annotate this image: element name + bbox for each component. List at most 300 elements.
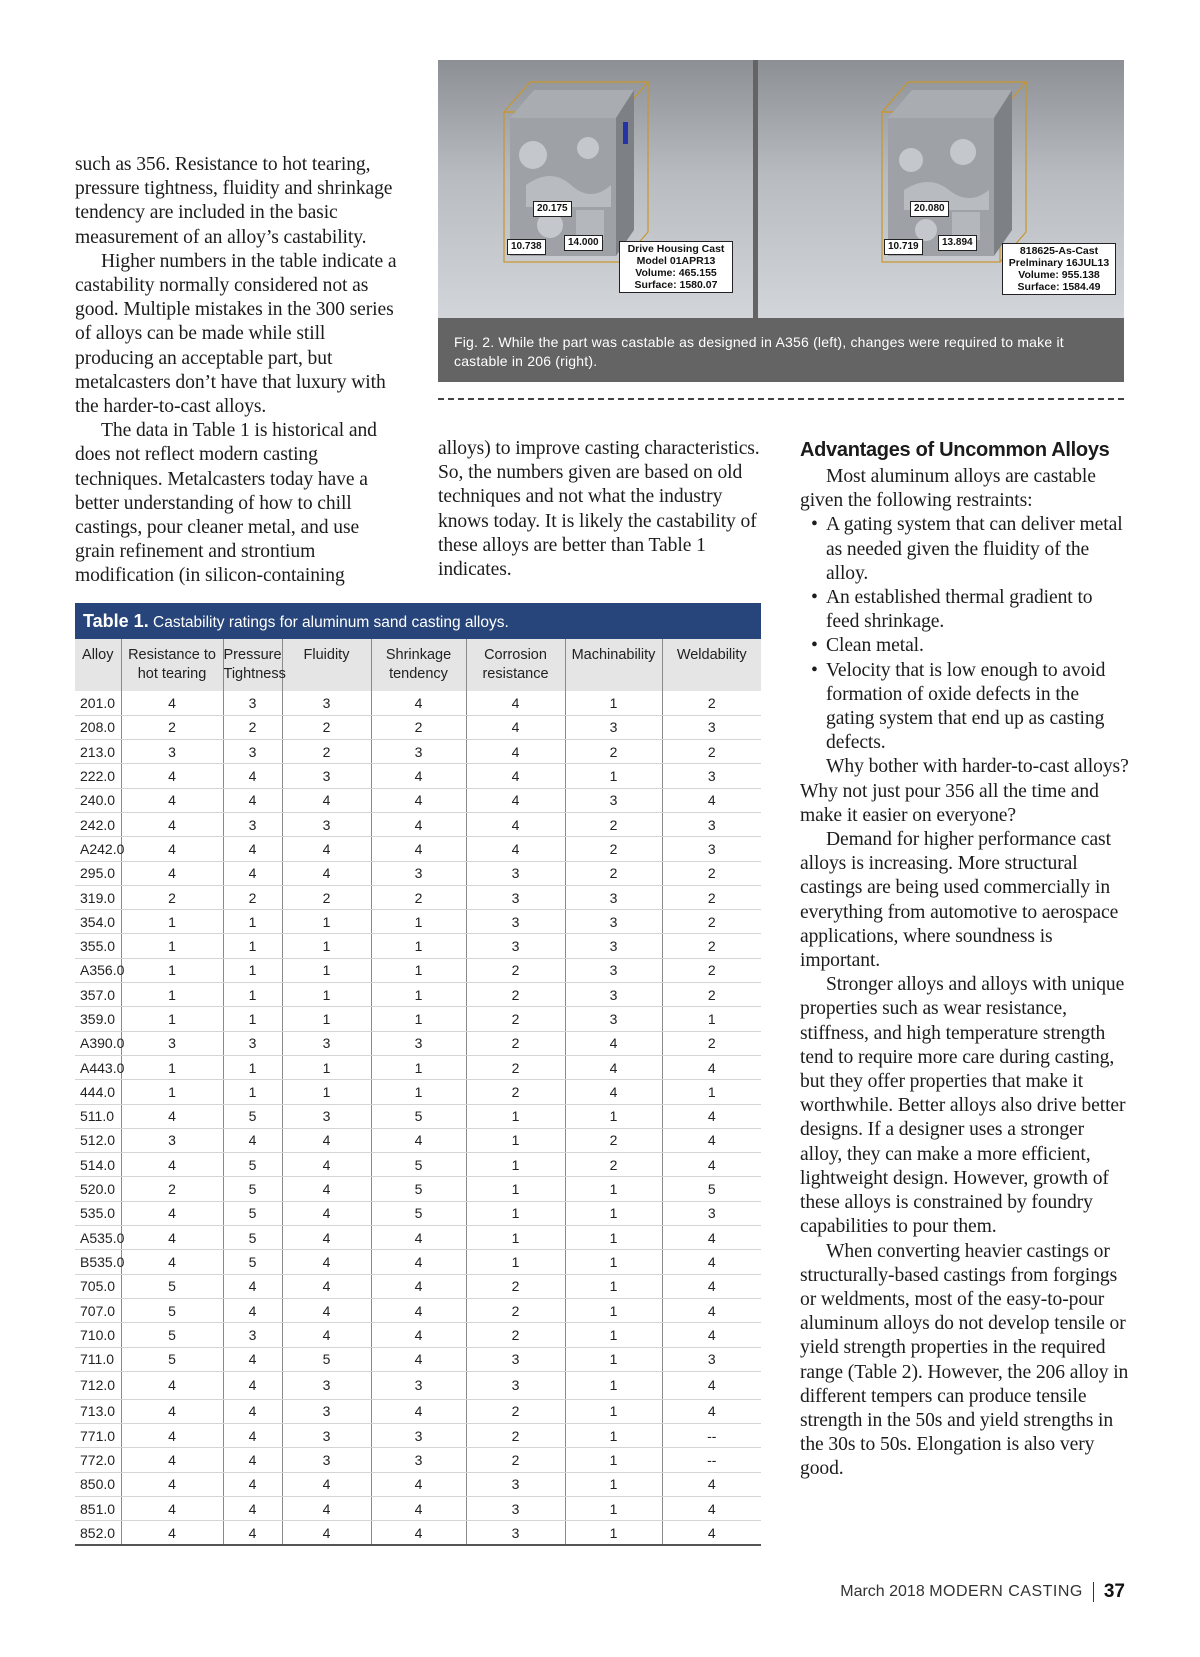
rating-cell: 4 <box>466 788 565 812</box>
rating-cell: 1 <box>466 1177 565 1201</box>
rating-cell: 4 <box>121 1104 223 1128</box>
rating-cell: 2 <box>466 1424 565 1448</box>
rating-cell: 3 <box>121 1128 223 1152</box>
rating-cell: 3 <box>565 885 662 909</box>
alloy-cell: A356.0 <box>75 958 121 982</box>
rating-cell: 4 <box>223 1298 282 1322</box>
column-3 <box>800 437 1130 1482</box>
rating-cell: 4 <box>223 1424 282 1448</box>
model-info-line: Surface: 1584.49 <box>1017 281 1101 293</box>
rating-cell: 2 <box>662 885 761 909</box>
rating-cell: 3 <box>662 1347 761 1371</box>
alloy-cell: 444.0 <box>75 1080 121 1104</box>
dashed-divider <box>438 398 1124 400</box>
rating-cell: 3 <box>466 885 565 909</box>
rating-cell: 2 <box>565 812 662 836</box>
model-info-line: Volume: 465.155 <box>635 267 717 279</box>
alloy-cell: 851.0 <box>75 1497 121 1521</box>
alloy-cell: 511.0 <box>75 1104 121 1128</box>
rating-cell: 4 <box>466 715 565 739</box>
column-header <box>662 639 761 691</box>
rating-cell: 2 <box>466 1298 565 1322</box>
column-header <box>223 639 286 691</box>
rating-cell: 4 <box>282 1323 371 1347</box>
rating-cell: 3 <box>371 1031 466 1055</box>
rating-cell: 4 <box>565 1055 662 1079</box>
rating-cell: 1 <box>223 1080 282 1104</box>
rating-cell: 4 <box>662 1055 761 1079</box>
table-row <box>75 812 761 836</box>
rating-cell: 5 <box>121 1298 223 1322</box>
rating-cell: 1 <box>282 1055 371 1079</box>
rating-cell: 4 <box>223 1521 282 1545</box>
header-line: resistance <box>482 666 549 682</box>
rating-cell: 4 <box>282 1274 371 1298</box>
rating-cell: 1 <box>565 1274 662 1298</box>
rating-cell: 3 <box>223 812 282 836</box>
rating-cell: 5 <box>371 1177 466 1201</box>
table-row <box>75 740 761 764</box>
rating-cell: 5 <box>223 1153 282 1177</box>
header-line: Machinability <box>571 647 656 663</box>
rating-cell: 4 <box>121 1521 223 1545</box>
rating-cell: 4 <box>223 1371 282 1399</box>
table-title <box>75 603 761 639</box>
rating-cell: 3 <box>371 740 466 764</box>
rating-cell: 3 <box>466 1497 565 1521</box>
rating-cell: 4 <box>466 764 565 788</box>
list-item-text: Clean metal. <box>826 635 924 657</box>
table-title-text: Castability ratings for aluminum sand casting alloys. <box>148 614 509 631</box>
rating-cell: 1 <box>565 1448 662 1472</box>
rating-cell: 5 <box>223 1104 282 1128</box>
rating-cell: 4 <box>371 1128 466 1152</box>
dimension-label: 14.000 <box>564 235 603 251</box>
rating-cell: 1 <box>565 1298 662 1322</box>
rating-cell: 2 <box>466 1031 565 1055</box>
rating-cell: 2 <box>565 1128 662 1152</box>
rating-cell: 4 <box>121 1497 223 1521</box>
rating-cell: 5 <box>371 1201 466 1225</box>
rating-cell: 3 <box>466 910 565 934</box>
header-line: Pressure <box>223 647 282 663</box>
rating-cell: 4 <box>223 1497 282 1521</box>
paragraph: Most aluminum alloys are castable given the following restraints: <box>800 466 1096 512</box>
rating-cell: 4 <box>466 812 565 836</box>
rating-cell: 4 <box>223 1347 282 1371</box>
rating-cell: 3 <box>282 1031 371 1055</box>
rating-cell: 3 <box>282 1104 371 1128</box>
rating-cell: 4 <box>371 1323 466 1347</box>
alloy-cell: B535.0 <box>75 1250 121 1274</box>
rating-cell: 3 <box>282 1371 371 1399</box>
rating-cell: 2 <box>662 740 761 764</box>
table-row <box>75 1424 761 1448</box>
magazine-name: MODERN CASTING <box>929 1583 1083 1600</box>
rating-cell: 1 <box>565 691 662 715</box>
rating-cell: 3 <box>662 715 761 739</box>
rating-cell: 3 <box>282 1399 371 1423</box>
table-row <box>75 764 761 788</box>
rating-cell: 4 <box>662 1104 761 1128</box>
rating-cell: 2 <box>466 1448 565 1472</box>
rating-cell: 3 <box>466 1371 565 1399</box>
rating-cell: 1 <box>121 910 223 934</box>
model-info-box <box>1002 243 1116 295</box>
rating-cell: 2 <box>466 958 565 982</box>
rating-cell: 1 <box>371 1080 466 1104</box>
rating-cell: 1 <box>371 983 466 1007</box>
rating-cell: 1 <box>565 1497 662 1521</box>
rating-cell: 4 <box>371 788 466 812</box>
paragraph: The data in Table 1 is historical and does not reflect modern casting techniques. Metalcasters today have a better understanding of how to chill castings, pour cleaner metal, and use grain refinement and strontium modification (in silicon-containing <box>75 420 377 587</box>
column-header <box>75 639 121 691</box>
column-header <box>282 639 371 691</box>
figure-2 <box>438 60 1124 382</box>
table-row <box>75 1007 761 1031</box>
rating-cell: 2 <box>662 910 761 934</box>
rating-cell: 4 <box>282 861 371 885</box>
model-info-line: Prelminary 16JUL13 <box>1008 257 1110 269</box>
rating-cell: 2 <box>121 885 223 909</box>
castability-table <box>75 639 761 1546</box>
rating-cell: 3 <box>662 1201 761 1225</box>
rating-cell: 3 <box>466 1472 565 1496</box>
rating-cell: 1 <box>565 1201 662 1225</box>
paragraph: Higher numbers in the table indicate a castability normally considered not as good. Multiple mistakes in the 300 series of alloys can be made while still producing an acceptable part, but metalcasters don’t have that luxury with the harder-to-cast alloys. <box>75 250 397 418</box>
rating-cell: 3 <box>565 983 662 1007</box>
rating-cell: 4 <box>223 1274 282 1298</box>
column-header <box>565 639 662 691</box>
table-row <box>75 1128 761 1152</box>
table-row <box>75 1472 761 1496</box>
alloy-cell: 242.0 <box>75 812 121 836</box>
rating-cell: 4 <box>662 1128 761 1152</box>
list-item-text: An established thermal gradient to feed shrinkage. <box>826 587 1093 633</box>
header-line: Weldability <box>676 647 747 663</box>
rating-cell: 2 <box>466 1080 565 1104</box>
rating-cell: 1 <box>565 1177 662 1201</box>
model-info-line: Surface: 1580.07 <box>634 279 718 291</box>
header-line: Shrinkage <box>385 647 452 663</box>
rating-cell: 2 <box>565 740 662 764</box>
rating-cell: 3 <box>121 740 223 764</box>
rating-cell: 2 <box>223 715 282 739</box>
rating-cell: 1 <box>565 764 662 788</box>
rating-cell: 3 <box>565 788 662 812</box>
rating-cell: 1 <box>223 1055 282 1079</box>
rating-cell: 3 <box>662 837 761 861</box>
rating-cell: 4 <box>121 812 223 836</box>
rating-cell: 4 <box>466 691 565 715</box>
issue-date: March 2018 <box>840 1583 925 1600</box>
rating-cell: 4 <box>662 1521 761 1545</box>
rating-cell: 4 <box>662 1153 761 1177</box>
rating-cell: 4 <box>282 1177 371 1201</box>
rating-cell: 1 <box>565 1371 662 1399</box>
table-row <box>75 1298 761 1322</box>
rating-cell: 1 <box>121 1055 223 1079</box>
rating-cell: 3 <box>223 740 282 764</box>
rating-cell: 1 <box>662 1007 761 1031</box>
rating-cell: 1 <box>565 1521 662 1545</box>
rating-cell: 1 <box>282 983 371 1007</box>
rating-cell: 4 <box>662 1399 761 1423</box>
alloy-cell: 712.0 <box>75 1371 121 1399</box>
alloy-cell: 319.0 <box>75 885 121 909</box>
rating-cell: 1 <box>223 983 282 1007</box>
rating-cell: 3 <box>466 861 565 885</box>
alloy-cell: A535.0 <box>75 1226 121 1250</box>
rating-cell: 1 <box>282 934 371 958</box>
rating-cell: 3 <box>371 1448 466 1472</box>
rating-cell: 1 <box>565 1424 662 1448</box>
alloy-cell: 707.0 <box>75 1298 121 1322</box>
rating-cell: 4 <box>662 1226 761 1250</box>
rating-cell: 4 <box>371 1472 466 1496</box>
paragraph: When converting heavier castings or structurally-based castings from forgings or weldments, most of the easy-to-pour aluminum alloys do not develop tensile or yield strength properties in the required range (Table 2). However, the 206 alloy in different tempers can produce tensile strength in the 50s and yield strengths in the 30s to 50s. Elongation is also very good. <box>800 1240 1129 1480</box>
table-label: Table 1. <box>83 611 149 631</box>
column-1 <box>75 153 400 589</box>
list-item <box>800 634 1130 658</box>
rating-cell: 4 <box>282 1153 371 1177</box>
header-line: hot tearing <box>137 666 207 682</box>
rating-cell: 4 <box>121 1371 223 1399</box>
rating-cell: 4 <box>565 1031 662 1055</box>
rating-cell: 4 <box>282 1521 371 1545</box>
rating-cell: 2 <box>121 715 223 739</box>
model-info-box <box>619 241 733 293</box>
rating-cell: 2 <box>466 1055 565 1079</box>
rating-cell: 2 <box>662 934 761 958</box>
rating-cell: 4 <box>223 837 282 861</box>
rating-cell: 4 <box>371 837 466 861</box>
paragraph: alloys) to improve casting characteristics. So, the numbers given are based on old techniques and not what the industry knows today. It is likely the castability of these alloys are better than Table 1 indicates. <box>438 438 760 581</box>
rating-cell: 4 <box>466 837 565 861</box>
list-item-text: Velocity that is low enough to avoid formation of oxide defects in the gating system that end up as casting defects. <box>826 659 1106 754</box>
cad-model-right-image <box>758 60 1124 318</box>
rating-cell: 2 <box>282 740 371 764</box>
list-item <box>800 586 1130 634</box>
table-row <box>75 1104 761 1128</box>
alloy-cell: 713.0 <box>75 1399 121 1423</box>
table-row <box>75 1226 761 1250</box>
rating-cell: 4 <box>223 1399 282 1423</box>
rating-cell: 4 <box>662 788 761 812</box>
rating-cell: 3 <box>223 691 282 715</box>
rating-cell: 4 <box>121 1424 223 1448</box>
header-line: tendency <box>389 666 448 682</box>
rating-cell: 4 <box>121 1472 223 1496</box>
rating-cell: 3 <box>371 1371 466 1399</box>
rating-cell: 3 <box>466 934 565 958</box>
table-row <box>75 837 761 861</box>
table-row <box>75 910 761 934</box>
rating-cell: 5 <box>282 1347 371 1371</box>
bullet-icon: • <box>811 635 818 657</box>
rating-cell: 4 <box>371 1521 466 1545</box>
dimension-label: 10.719 <box>884 239 923 255</box>
column-header <box>371 639 466 691</box>
alloy-cell: 355.0 <box>75 934 121 958</box>
rating-cell: 4 <box>371 691 466 715</box>
alloy-cell: A443.0 <box>75 1055 121 1079</box>
table-row <box>75 1399 761 1423</box>
alloy-cell: 710.0 <box>75 1323 121 1347</box>
rating-cell: 3 <box>282 1424 371 1448</box>
page-number: 37 <box>1093 1582 1125 1602</box>
rating-cell: 4 <box>662 1298 761 1322</box>
column-header <box>466 639 565 691</box>
rating-cell: 4 <box>662 1250 761 1274</box>
list-item <box>800 659 1130 756</box>
header-line: Fluidity <box>303 647 350 663</box>
rating-cell: 3 <box>466 1521 565 1545</box>
rating-cell: 1 <box>565 1226 662 1250</box>
rating-cell: 2 <box>662 691 761 715</box>
rating-cell: 2 <box>565 837 662 861</box>
table-row <box>75 1201 761 1225</box>
rating-cell: 4 <box>121 1448 223 1472</box>
cad-model-left-image <box>438 60 753 318</box>
rating-cell: 3 <box>662 764 761 788</box>
rating-cell: 5 <box>371 1153 466 1177</box>
rating-cell: 4 <box>282 1128 371 1152</box>
rating-cell: 2 <box>662 861 761 885</box>
table-row <box>75 1497 761 1521</box>
rating-cell: -- <box>662 1448 761 1472</box>
bullet-icon: • <box>811 587 818 609</box>
rating-cell: 3 <box>121 1031 223 1055</box>
table-row <box>75 1031 761 1055</box>
rating-cell: 1 <box>282 910 371 934</box>
column-2 <box>438 437 763 582</box>
rating-cell: 1 <box>565 1347 662 1371</box>
alloy-cell: 357.0 <box>75 983 121 1007</box>
rating-cell: 5 <box>121 1323 223 1347</box>
alloy-cell: 772.0 <box>75 1448 121 1472</box>
table-row <box>75 1055 761 1079</box>
rating-cell: 2 <box>662 983 761 1007</box>
model-info-line: Model 01APR13 <box>636 255 716 267</box>
alloy-cell: 208.0 <box>75 715 121 739</box>
dimension-label: 10.738 <box>507 239 546 255</box>
rating-cell: 1 <box>565 1399 662 1423</box>
rating-cell: 5 <box>223 1177 282 1201</box>
alloy-cell: A390.0 <box>75 1031 121 1055</box>
table-row <box>75 1448 761 1472</box>
rating-cell: 3 <box>565 1007 662 1031</box>
rating-cell: 1 <box>371 958 466 982</box>
rating-cell: 5 <box>662 1177 761 1201</box>
header-line: Resistance to <box>128 647 216 663</box>
table-row <box>75 715 761 739</box>
rating-cell: 5 <box>223 1250 282 1274</box>
rating-cell: 4 <box>121 1201 223 1225</box>
bullet-icon: • <box>811 659 818 681</box>
model-info-line: 818625-As-Cast <box>1019 245 1099 257</box>
alloy-cell: 520.0 <box>75 1177 121 1201</box>
alloy-cell: 222.0 <box>75 764 121 788</box>
table-row <box>75 1274 761 1298</box>
rating-cell: 1 <box>121 1007 223 1031</box>
alloy-cell: A242.0 <box>75 837 121 861</box>
rating-cell: 1 <box>565 1323 662 1347</box>
rating-cell: 1 <box>223 934 282 958</box>
rating-cell: 4 <box>223 1472 282 1496</box>
paragraph: Stronger alloys and alloys with unique properties such as wear resistance, stiffness, and high temperature strength tend to require more care during casting, but they offer properties that make it worthwhile. Better alloys also drive better designs. If a designer uses a stronger alloy, they can make a more efficient, lightweight design. However, growth of these alloys is constrained by foundry capabilities to pour them. <box>800 974 1126 1238</box>
header-line: Corrosion <box>484 647 547 663</box>
rating-cell: 2 <box>371 715 466 739</box>
rating-cell: 1 <box>565 1250 662 1274</box>
rating-cell: 4 <box>282 1226 371 1250</box>
rating-cell: 4 <box>371 1274 466 1298</box>
list-item-text: A gating system that can deliver metal as needed given the fluidity of the alloy. <box>826 514 1123 584</box>
rating-cell: 1 <box>121 983 223 1007</box>
table-row <box>75 1153 761 1177</box>
dimension-label: 13.894 <box>938 235 977 251</box>
rating-cell: 1 <box>223 958 282 982</box>
rating-cell: 3 <box>565 958 662 982</box>
table-row <box>75 885 761 909</box>
rating-cell: 4 <box>223 861 282 885</box>
rating-cell: 4 <box>371 1347 466 1371</box>
rating-cell: 2 <box>121 1177 223 1201</box>
rating-cell: 4 <box>282 1298 371 1322</box>
rating-cell: 3 <box>371 861 466 885</box>
alloy-cell: 512.0 <box>75 1128 121 1152</box>
table-row <box>75 1250 761 1274</box>
table-row <box>75 1177 761 1201</box>
rating-cell: 3 <box>282 764 371 788</box>
rating-cell: 4 <box>662 1472 761 1496</box>
column-header <box>121 639 223 691</box>
rating-cell: 1 <box>466 1128 565 1152</box>
table-row <box>75 1347 761 1371</box>
rating-cell: 3 <box>223 1031 282 1055</box>
rating-cell: 4 <box>662 1323 761 1347</box>
table-row <box>75 1371 761 1399</box>
rating-cell: 4 <box>223 788 282 812</box>
rating-cell: 4 <box>371 1250 466 1274</box>
rating-cell: 4 <box>121 1399 223 1423</box>
rating-cell: 1 <box>466 1104 565 1128</box>
rating-cell: 4 <box>371 1497 466 1521</box>
rating-cell: 4 <box>121 1226 223 1250</box>
rating-cell: 2 <box>565 861 662 885</box>
rating-cell: 4 <box>371 1226 466 1250</box>
rating-cell: 4 <box>223 764 282 788</box>
rating-cell: 1 <box>282 1080 371 1104</box>
alloy-cell: 535.0 <box>75 1201 121 1225</box>
rating-cell: 4 <box>466 740 565 764</box>
rating-cell: 1 <box>371 934 466 958</box>
table-row <box>75 934 761 958</box>
rating-cell: 1 <box>223 910 282 934</box>
rating-cell: 1 <box>466 1250 565 1274</box>
rating-cell: 1 <box>223 1007 282 1031</box>
rating-cell: 1 <box>371 1055 466 1079</box>
rating-cell: 4 <box>282 1201 371 1225</box>
rating-cell: 4 <box>662 1274 761 1298</box>
figure-caption: Fig. 2. While the part was castable as designed in A356 (left), changes were required to make it castable in 206 (right). <box>454 334 1064 369</box>
table-row <box>75 691 761 715</box>
rating-cell: 3 <box>223 1323 282 1347</box>
alloy-cell: 852.0 <box>75 1521 121 1545</box>
rating-cell: 5 <box>371 1104 466 1128</box>
rating-cell: 2 <box>466 1399 565 1423</box>
rating-cell: 4 <box>282 1472 371 1496</box>
